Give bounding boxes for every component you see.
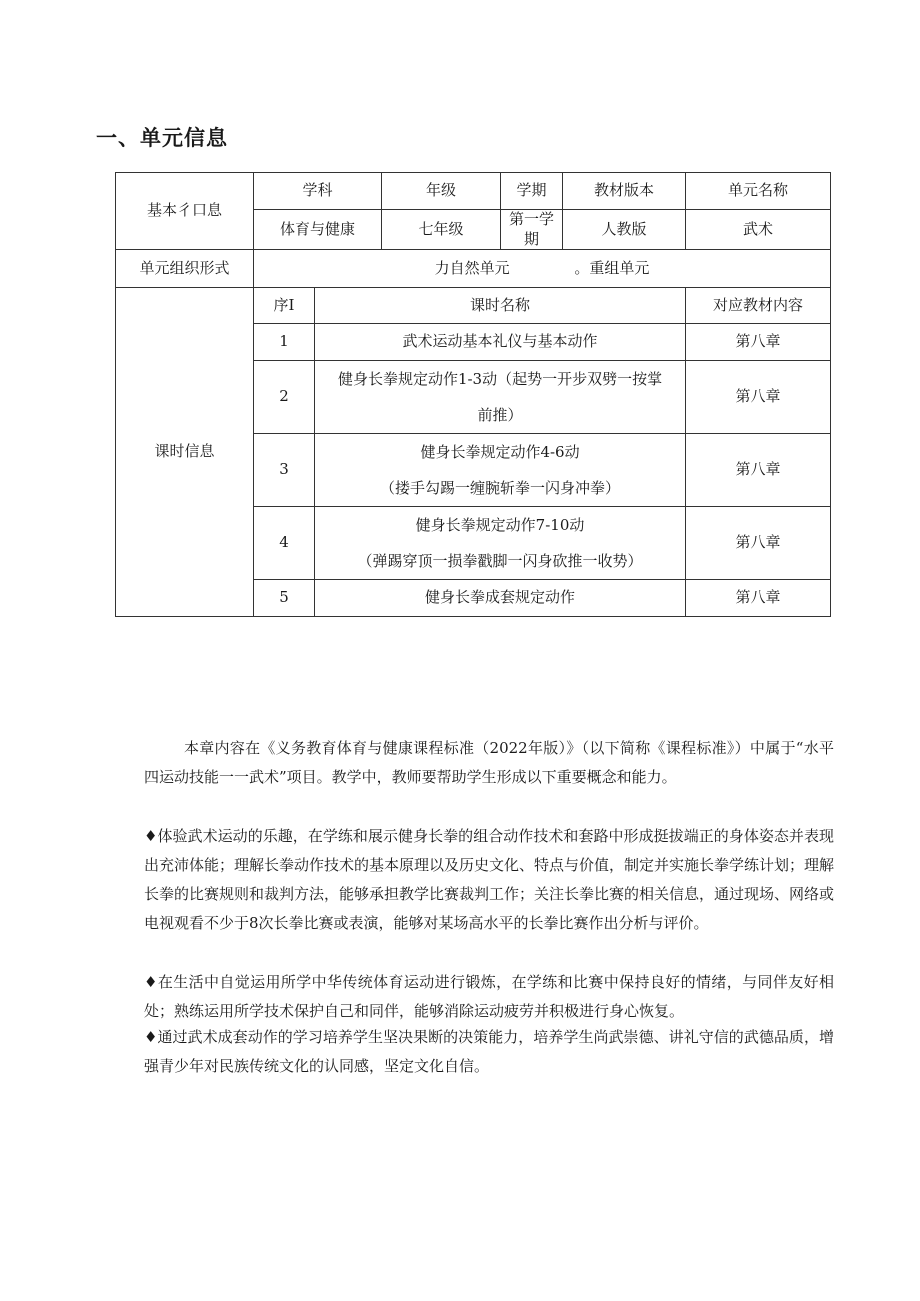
value-textbook: 人教版 bbox=[563, 210, 686, 250]
lesson-header-chapter: 对应教材内容 bbox=[686, 288, 831, 324]
value-grade: 七年级 bbox=[382, 210, 501, 250]
value-unit-name: 武术 bbox=[686, 210, 831, 250]
lesson-index: 1 bbox=[254, 324, 315, 361]
lesson-index: 2 bbox=[254, 361, 315, 434]
value-subject: 体育与健康 bbox=[254, 210, 382, 250]
lesson-name-line2: （弹踢穿顶一损拳戳脚一闪身砍推一收势） bbox=[357, 552, 643, 570]
header-textbook: 教材版本 bbox=[563, 173, 686, 210]
lesson-name-line2: 前推） bbox=[477, 406, 523, 424]
header-unit-name: 单元名称 bbox=[686, 173, 831, 210]
lesson-chapter: 第八章 bbox=[686, 580, 831, 617]
section-title: 一、单元信息 bbox=[96, 126, 228, 150]
lesson-chapter: 第八章 bbox=[686, 324, 831, 361]
lesson-index: 4 bbox=[254, 507, 315, 580]
header-term: 学期 bbox=[501, 173, 563, 210]
lesson-header-name: 课时名称 bbox=[315, 288, 686, 324]
lesson-chapter: 第八章 bbox=[686, 434, 831, 507]
lesson-name: 武术运动基本礼仪与基本动作 bbox=[315, 324, 686, 361]
lesson-name-line1: 健身长拳规定动作1-3动（起势一开步双劈一按掌 bbox=[337, 370, 663, 388]
lesson-header-index: 序I bbox=[254, 288, 315, 324]
bullet-paragraph-3: ♦通过武术成套动作的学习培养学生坚决果断的决策能力，培养学生尚武崇德、讲礼守信的武德品质，增强青少年对民族传统文化的认同感，坚定文化自信。 bbox=[144, 1028, 834, 1075]
lesson-info-label: 课时信息 bbox=[116, 288, 254, 617]
lesson-name: 健身长拳成套规定动作 bbox=[315, 580, 686, 617]
org-option-natural: 力自然单元 bbox=[434, 258, 510, 277]
unit-info-table bbox=[115, 172, 831, 617]
lesson-name-line1: 健身长拳规定动作4-6动 bbox=[420, 443, 580, 461]
bullet-paragraph-1: ♦体验武术运动的乐趣，在学练和展示健身长拳的组合动作技术和套路中形成挺拔端正的身体姿态并表现出充沛体能；理解长拳动作技术的基本原理以及历史文化、特点与价值，制定并实施长拳学练计划；理解长拳的比赛规则和裁判方法，能够承担教学比赛裁判工作；关注长拳比赛的相关信息，通过现场、网络或电视观看不少于8次长拳比赛或表演，能够对某场高水平的长拳比赛作出分析与评价。 bbox=[144, 827, 835, 932]
lesson-chapter: 第八章 bbox=[686, 361, 831, 434]
lesson-name bbox=[315, 361, 686, 434]
org-form-options bbox=[254, 250, 831, 288]
lesson-name bbox=[315, 507, 686, 580]
bullet-paragraph-2: ♦在生活中自觉运用所学中华传统体育运动进行锻炼，在学练和比赛中保持良好的情绪，与同伴友好相处；熟练运用所学技术保护自己和同伴，能够消除运动疲劳并积极进行身心恢复。 bbox=[144, 973, 834, 1020]
lesson-index: 5 bbox=[254, 580, 315, 617]
header-grade: 年级 bbox=[382, 173, 501, 210]
org-form-label: 单元组织形式 bbox=[116, 250, 254, 288]
lesson-name-line2: （搂手勾踢一缠腕斩拳一闪身冲拳） bbox=[380, 479, 621, 497]
lesson-index: 3 bbox=[254, 434, 315, 507]
value-term: 第一学期 bbox=[501, 210, 563, 250]
basic-info-label: 基本彳口息 bbox=[116, 173, 254, 250]
lesson-chapter: 第八章 bbox=[686, 507, 831, 580]
lesson-name-line1: 健身长拳规定动作7-10动 bbox=[415, 516, 585, 534]
lesson-name bbox=[315, 434, 686, 507]
header-subject: 学科 bbox=[254, 173, 382, 210]
org-option-regroup: 。重组单元 bbox=[574, 258, 650, 277]
intro-paragraph: 本章内容在《义务教育体育与健康课程标准（2022年版）》（以下简称《课程标准》）中属于“水平四运动技能一一武术”项目。教学中，教师要帮助学生形成以下重要概念和能力。 bbox=[144, 739, 834, 786]
